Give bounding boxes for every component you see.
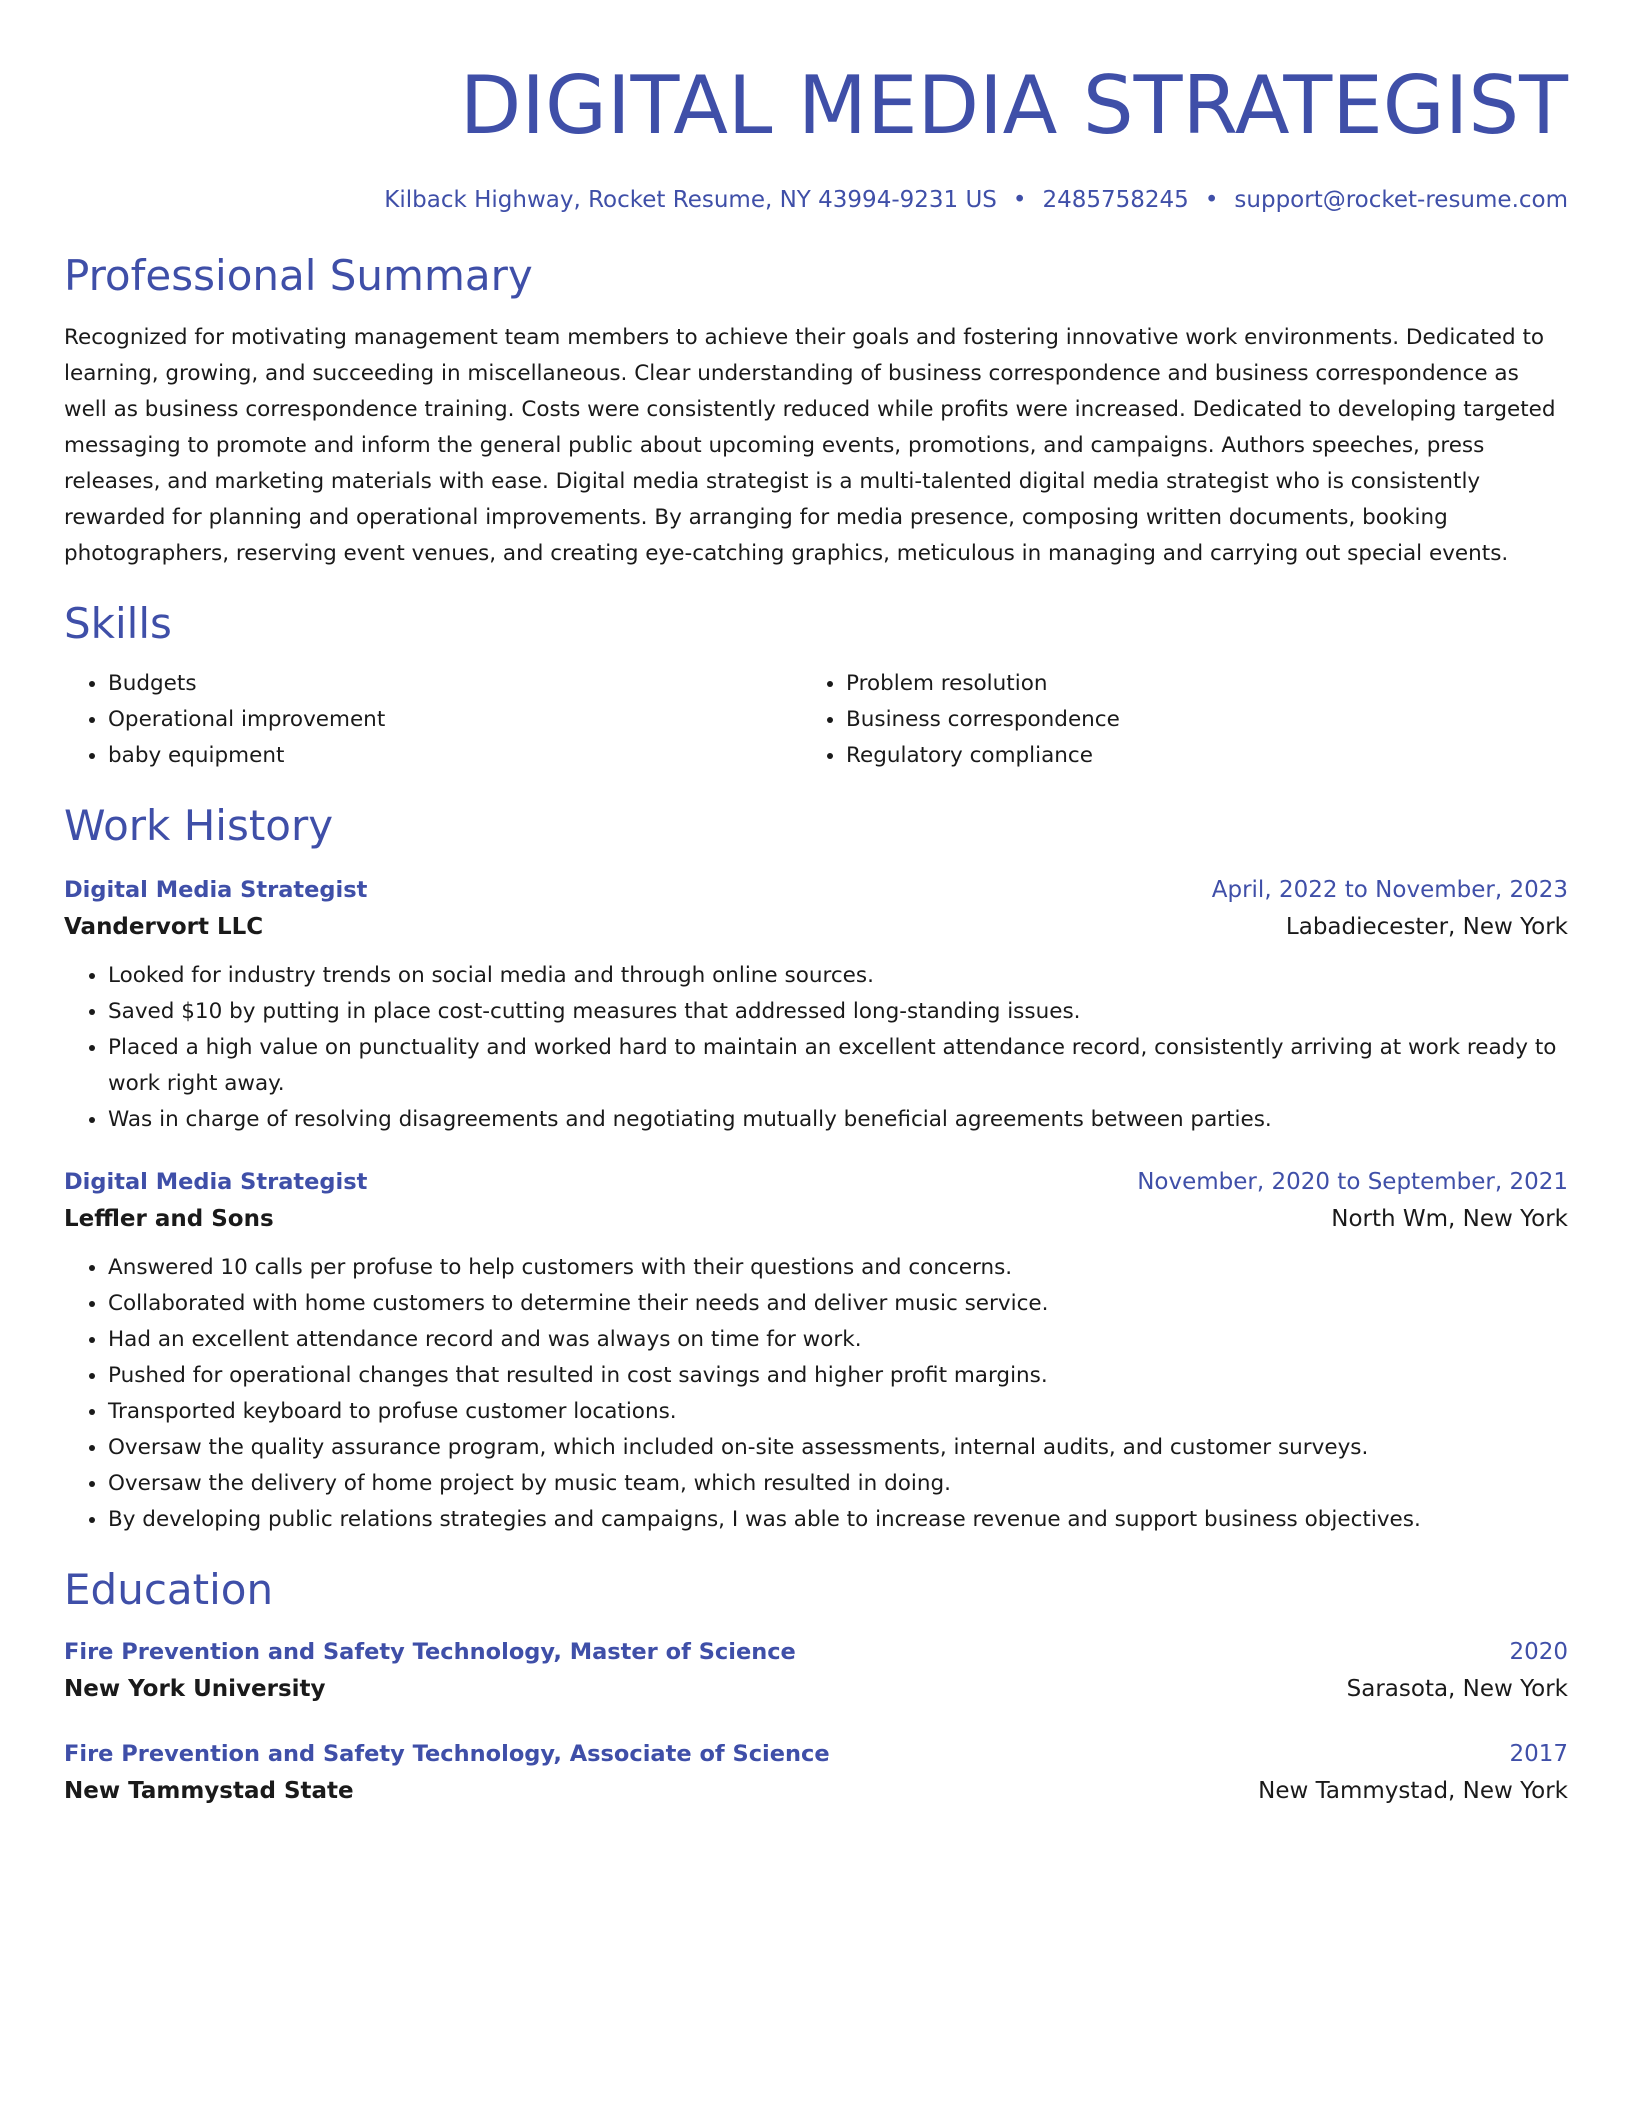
skill-item: • baby equipment [108, 738, 802, 774]
job-location: Labadiecester, New York [1285, 914, 1568, 940]
skills-heading: Skills [64, 599, 172, 648]
education-degree: Fire Prevention and Safety Technology, Associate of Science [64, 1741, 830, 1767]
email-link[interactable]: support@rocket-resume.com [1234, 187, 1568, 213]
skills-grid [64, 666, 1568, 774]
skill-item: • Operational improvement [108, 702, 802, 738]
education-header-row [64, 1736, 1568, 1772]
education-location: Sarasota, New York [1346, 1676, 1568, 1702]
job-bullet: • Placed a high value on punctuality and worked hard to maintain an excellent attendance record, consistently arriving at work ready to work right away. [108, 1030, 1568, 1102]
job-bullet: • Answered 10 calls per profuse to help customers with their questions and concerns. [108, 1250, 1568, 1286]
job-bullet: • By developing public relations strategies and campaigns, I was able to increase revenue and support business objectives. [108, 1502, 1568, 1538]
job-bullet: • Was in charge of resolving disagreements and negotiating mutually beneficial agreements between parties. [108, 1102, 1568, 1138]
job-bullet: • Had an excellent attendance record and was always on time for work. [108, 1322, 1568, 1358]
job-entry [64, 872, 1568, 1138]
education-entry [64, 1634, 1568, 1708]
job-role: Digital Media Strategist [64, 877, 368, 903]
education-school-row [64, 1772, 1568, 1810]
contact-separator: • [1204, 187, 1219, 213]
work-history-heading: Work History [64, 801, 334, 850]
job-role: Digital Media Strategist [64, 1169, 368, 1195]
education-school: New Tammystad State [64, 1778, 354, 1804]
skill-item: • Budgets [108, 666, 802, 702]
skill-item: • Problem resolution [846, 666, 1540, 702]
education-year: 2020 [1509, 1639, 1568, 1665]
candidate-title: DIGITAL MEDIA STRATEGIST [459, 59, 1568, 152]
job-header-row [64, 1164, 1568, 1200]
education-school-row [64, 1670, 1568, 1708]
job-header-row [64, 872, 1568, 908]
summary-paragraph: Recognized for motivating management team members to achieve their goals and fostering innovative work environments. Dedicated to learning, growing, and succeeding in miscellaneous. Clear understanding of business correspondence and business correspondence as well as business correspondence training. Costs were consistently reduced while profits were increased. Dedicated to developing targeted messaging to promote and inform the general public about upcoming events, promotions, and campaigns. Authors speeches, press releases, and marketing materials with ease. Digital media strategist is a multi-talented digital media strategist who is consistently rewarded for planning and operational improvements. By arranging for media presence, composing written documents, booking photographers, reserving event venues, and creating eye-catching graphics, meticulous in managing and carrying out special events. [64, 325, 1556, 566]
job-bullets [64, 958, 1568, 1138]
job-bullet: • Looked for industry trends on social media and through online sources. [108, 958, 1568, 994]
job-company: Leffler and Sons [64, 1206, 274, 1232]
skills-list-left [64, 666, 802, 774]
job-company: Vandervort LLC [64, 914, 264, 940]
education-degree: Fire Prevention and Safety Technology, Master of Science [64, 1639, 796, 1665]
skills-list-right [802, 666, 1540, 774]
job-location: North Wm, New York [1331, 1206, 1568, 1232]
job-bullet: • Transported keyboard to profuse customer locations. [108, 1394, 1568, 1430]
job-dates: November, 2020 to September, 2021 [1137, 1169, 1568, 1195]
education-location: New Tammystad, New York [1258, 1778, 1568, 1804]
skill-item: • Regulatory compliance [846, 738, 1540, 774]
job-company-row [64, 908, 1568, 946]
education-header-row [64, 1634, 1568, 1670]
job-bullet: • Oversaw the quality assurance program, which included on-site assessments, internal audits, and customer surveys. [108, 1430, 1568, 1466]
education-heading: Education [64, 1565, 274, 1614]
job-company-row [64, 1200, 1568, 1238]
address-text: Kilback Highway, Rocket Resume, NY 43994-9231 US [384, 187, 997, 213]
education-school: New York University [64, 1676, 326, 1702]
job-bullet: • Saved $10 by putting in place cost-cutting measures that addressed long-standing issues. [108, 994, 1568, 1030]
job-bullet: • Oversaw the delivery of home project by music team, which resulted in doing. [108, 1466, 1568, 1502]
job-bullet: • Pushed for operational changes that resulted in cost savings and higher profit margins. [108, 1358, 1568, 1394]
contact-separator: • [1012, 187, 1027, 213]
education-year: 2017 [1509, 1741, 1568, 1767]
job-bullet: • Collaborated with home customers to determine their needs and deliver music service. [108, 1286, 1568, 1322]
job-entry [64, 1164, 1568, 1538]
job-dates: April, 2022 to November, 2023 [1211, 877, 1568, 903]
contact-line [64, 184, 1568, 216]
summary-heading: Professional Summary [64, 251, 533, 300]
resume-header [64, 56, 1568, 216]
job-bullets [64, 1250, 1568, 1538]
skill-item: • Business correspondence [846, 702, 1540, 738]
education-entry [64, 1736, 1568, 1810]
phone-text: 2485758245 [1042, 187, 1189, 213]
